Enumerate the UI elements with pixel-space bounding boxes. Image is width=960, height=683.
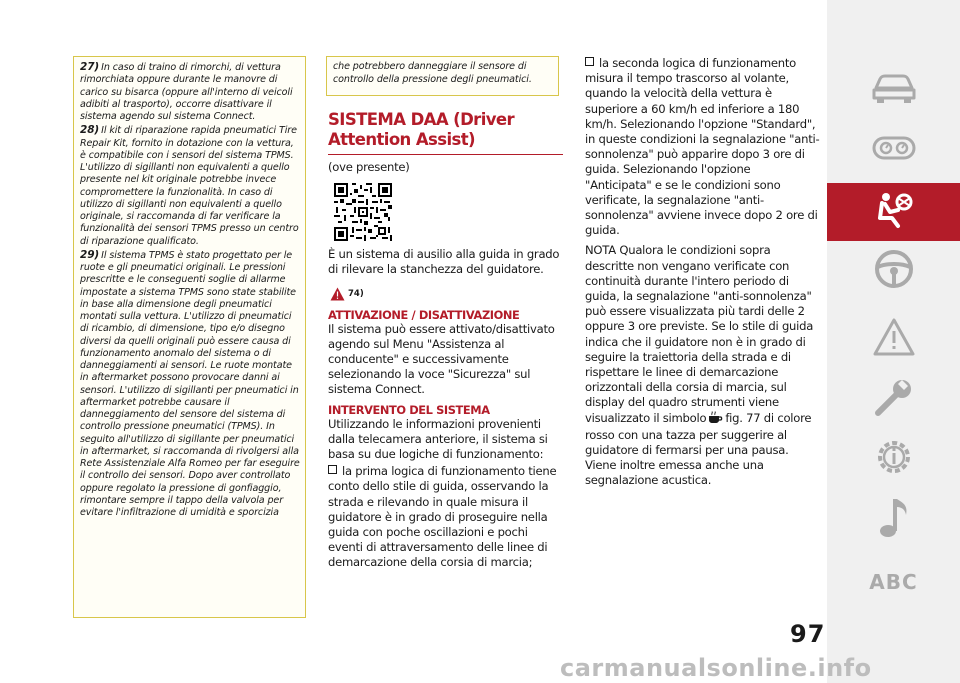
bullet-square-icon — [328, 465, 337, 474]
note-text: In caso di traino di rimorchi, di vettura rimorchiata oppure durante le manovre di carico su bisarca (oppure all'interno di veicoli adibiti al trasporto), occorre disattivare il sistema agendo sul sistema Connect. — [80, 62, 293, 122]
watermark-text: carmanualsonline.info — [560, 654, 872, 682]
bullet-item-first-logic — [328, 464, 563, 570]
warning-triangle-icon — [872, 317, 916, 361]
chapter-sidebar — [827, 0, 960, 683]
note-text: Il kit di riparazione rapida pneumatici Tire Repair Kit, fornito in dotazione con la vettura, è compatibile con i sensori del sistema TPMS. L'utilizzo di sigillanti non equivalenti a quello presente nel kit originale potrebbe invece compromettere la funzionalità. In caso di utilizzo di sigillanti non equivalenti a quello originale, si raccomanda di far verificare la funzionalità dei sensori TPMS presso un centro di riparazione qualificato. — [80, 125, 299, 247]
column-right — [585, 56, 820, 489]
sidebar-item-maintenance[interactable] — [827, 370, 960, 428]
note-28 — [80, 124, 300, 248]
sidebar-item-emergency[interactable] — [827, 310, 960, 368]
airbag-seat-icon — [872, 188, 916, 236]
section-title: SISTEMA DAA (Driver Attention Assist) — [328, 110, 563, 155]
notes-box-continuation — [326, 56, 559, 96]
section-intro: È un sistema di ausilio alla guida in grado di rilevare la stanchezza del guidatore. — [328, 247, 560, 277]
note-continuation-text: che potrebbero danneggiare il sensore di controllo della pressione degli pneumatici. — [333, 61, 532, 85]
index-label: ABC — [869, 570, 918, 594]
warning-reference — [330, 286, 563, 302]
bullet-text: la prima logica di funzionamento tiene conto dello stile di guida, osservando la strada e rilevando in quale misura il guidatore è in grado di proseguire nella guida con poche oscillazioni e pochi eventi di attraversamento delle linee di demarcazione della corsia di marcia; — [328, 464, 557, 570]
sidebar-item-multimedia[interactable] — [827, 490, 960, 548]
note-number: 28) — [80, 124, 100, 137]
nota-paragraph — [585, 243, 820, 488]
intervention-body: Utilizzando le informazioni provenienti dalla telecamera anteriore, il sistema si basa su due logiche di funzionamento: — [328, 416, 548, 462]
subsection-title-intervention: INTERVENTO DEL SISTEMA — [328, 402, 490, 417]
note-number: 29) — [80, 248, 100, 261]
note-text: Il sistema TPMS è stato progettato per le ruote e gli pneumatici originali. Le pressioni prescritte e le conseguenti soglie di allarme impostate a sistema TPMS sono state stabilite in base alla dimensione degli pneumatici montati sulla vettura. L'utilizzo di pneumatici di ricambio, di dimensione, tipo e/o disegno diversi da quelli originali può essere causa di funzionamento anomalo del sistema o di danneggiamenti ai sensori. Le ruote montate in aftermarket possono provocare danni ai sensori. L'utilizzo di sigillanti per pneumatici in aftermarket potrebbe causare il danneggiamento del sensore del sistema di controllo pressione pneumatici (TPMS). In seguito all'utilizzo di sigillante per pneumatici in aftermarket, si raccomanda di rivolgersi alla Rete Assistenziale Alfa Romeo per far eseguire il controllo dei sensori. Dopo aver controllato oppure regolato la pressione di gonfiaggio, rimontare sempre il tappo della valvola per evitare l'infiltrazione di umidità e sporcizia — [80, 249, 300, 518]
qr-code-icon[interactable] — [334, 183, 392, 241]
nota-text-after: fig. 77 di colore rosso con una tazza per suggerire al guidatore di fermarsi per una pausa. Viene inoltre emessa anche una segnalazione acustica. — [585, 410, 812, 488]
sidebar-item-driving[interactable] — [827, 242, 960, 300]
presence-note: (ove presente) — [328, 160, 410, 174]
coffee-cup-icon — [708, 411, 723, 428]
wrench-icon — [872, 375, 916, 423]
note-number: 27) — [80, 61, 100, 73]
bullet-square-icon — [585, 57, 594, 66]
sidebar-item-safety[interactable] — [827, 183, 960, 241]
page-number: 97 — [790, 620, 826, 648]
note-27 — [80, 61, 300, 123]
warning-triangle-icon — [330, 286, 345, 305]
sidebar-item-vehicle[interactable] — [827, 62, 960, 120]
bullet-text: la seconda logica di funzionamento misura il tempo trascorso al volante, quando la velocità della vettura è superiore a 60 km/h ed inferiore a 180 km/h. Selezionando l'opzione "Standard", in queste condizioni la segnalazione "anti-sonnolenza" può apparire dopo 3 ore di guida. Selezionando l'opzione "Anticipata" e se le condizioni sono verificate, la segnalazione "anti-sonnolenza" avviene invece dopo 2 ore di guida. — [585, 56, 820, 238]
subsection-title-activation: ATTIVAZIONE / DISATTIVAZIONE — [328, 307, 520, 322]
sidebar-item-technical[interactable] — [827, 430, 960, 488]
sidebar-item-dashboard[interactable] — [827, 122, 960, 180]
dashboard-gauges-icon — [872, 135, 916, 167]
warning-ref-number: 74) — [348, 288, 364, 299]
car-icon — [872, 74, 916, 108]
column-main — [328, 110, 563, 571]
activation-body: Il sistema può essere attivato/disattivato agendo sul Menu "Assistenza al conducente" e successivamente selezionando la voce "Sicurezza" sul sistema Connect. — [328, 321, 555, 397]
notes-box-left — [73, 56, 306, 618]
nota-text-before: NOTA Qualora le condizioni sopra descritte non vengano verificate con continuità durante l'intero periodo di guida, la segnalazione "anti-sonnolenza" può essere visualizzata più tardi delle 2 oppure 3 ore previste. Se lo stile di guida indica che il guidatore non è in grado di seguire la traiettoria della strada e di rispettare le linee di demarcazione orizzontali della corsia di marcia, sul display del quadro strumenti viene visualizzato il simbolo — [585, 243, 814, 425]
note-29 — [80, 249, 300, 520]
music-note-icon — [876, 495, 912, 543]
sidebar-item-index[interactable] — [827, 553, 960, 611]
steering-wheel-icon — [874, 249, 914, 293]
settings-gear-icon — [872, 435, 916, 483]
bullet-item-second-logic — [585, 56, 820, 238]
